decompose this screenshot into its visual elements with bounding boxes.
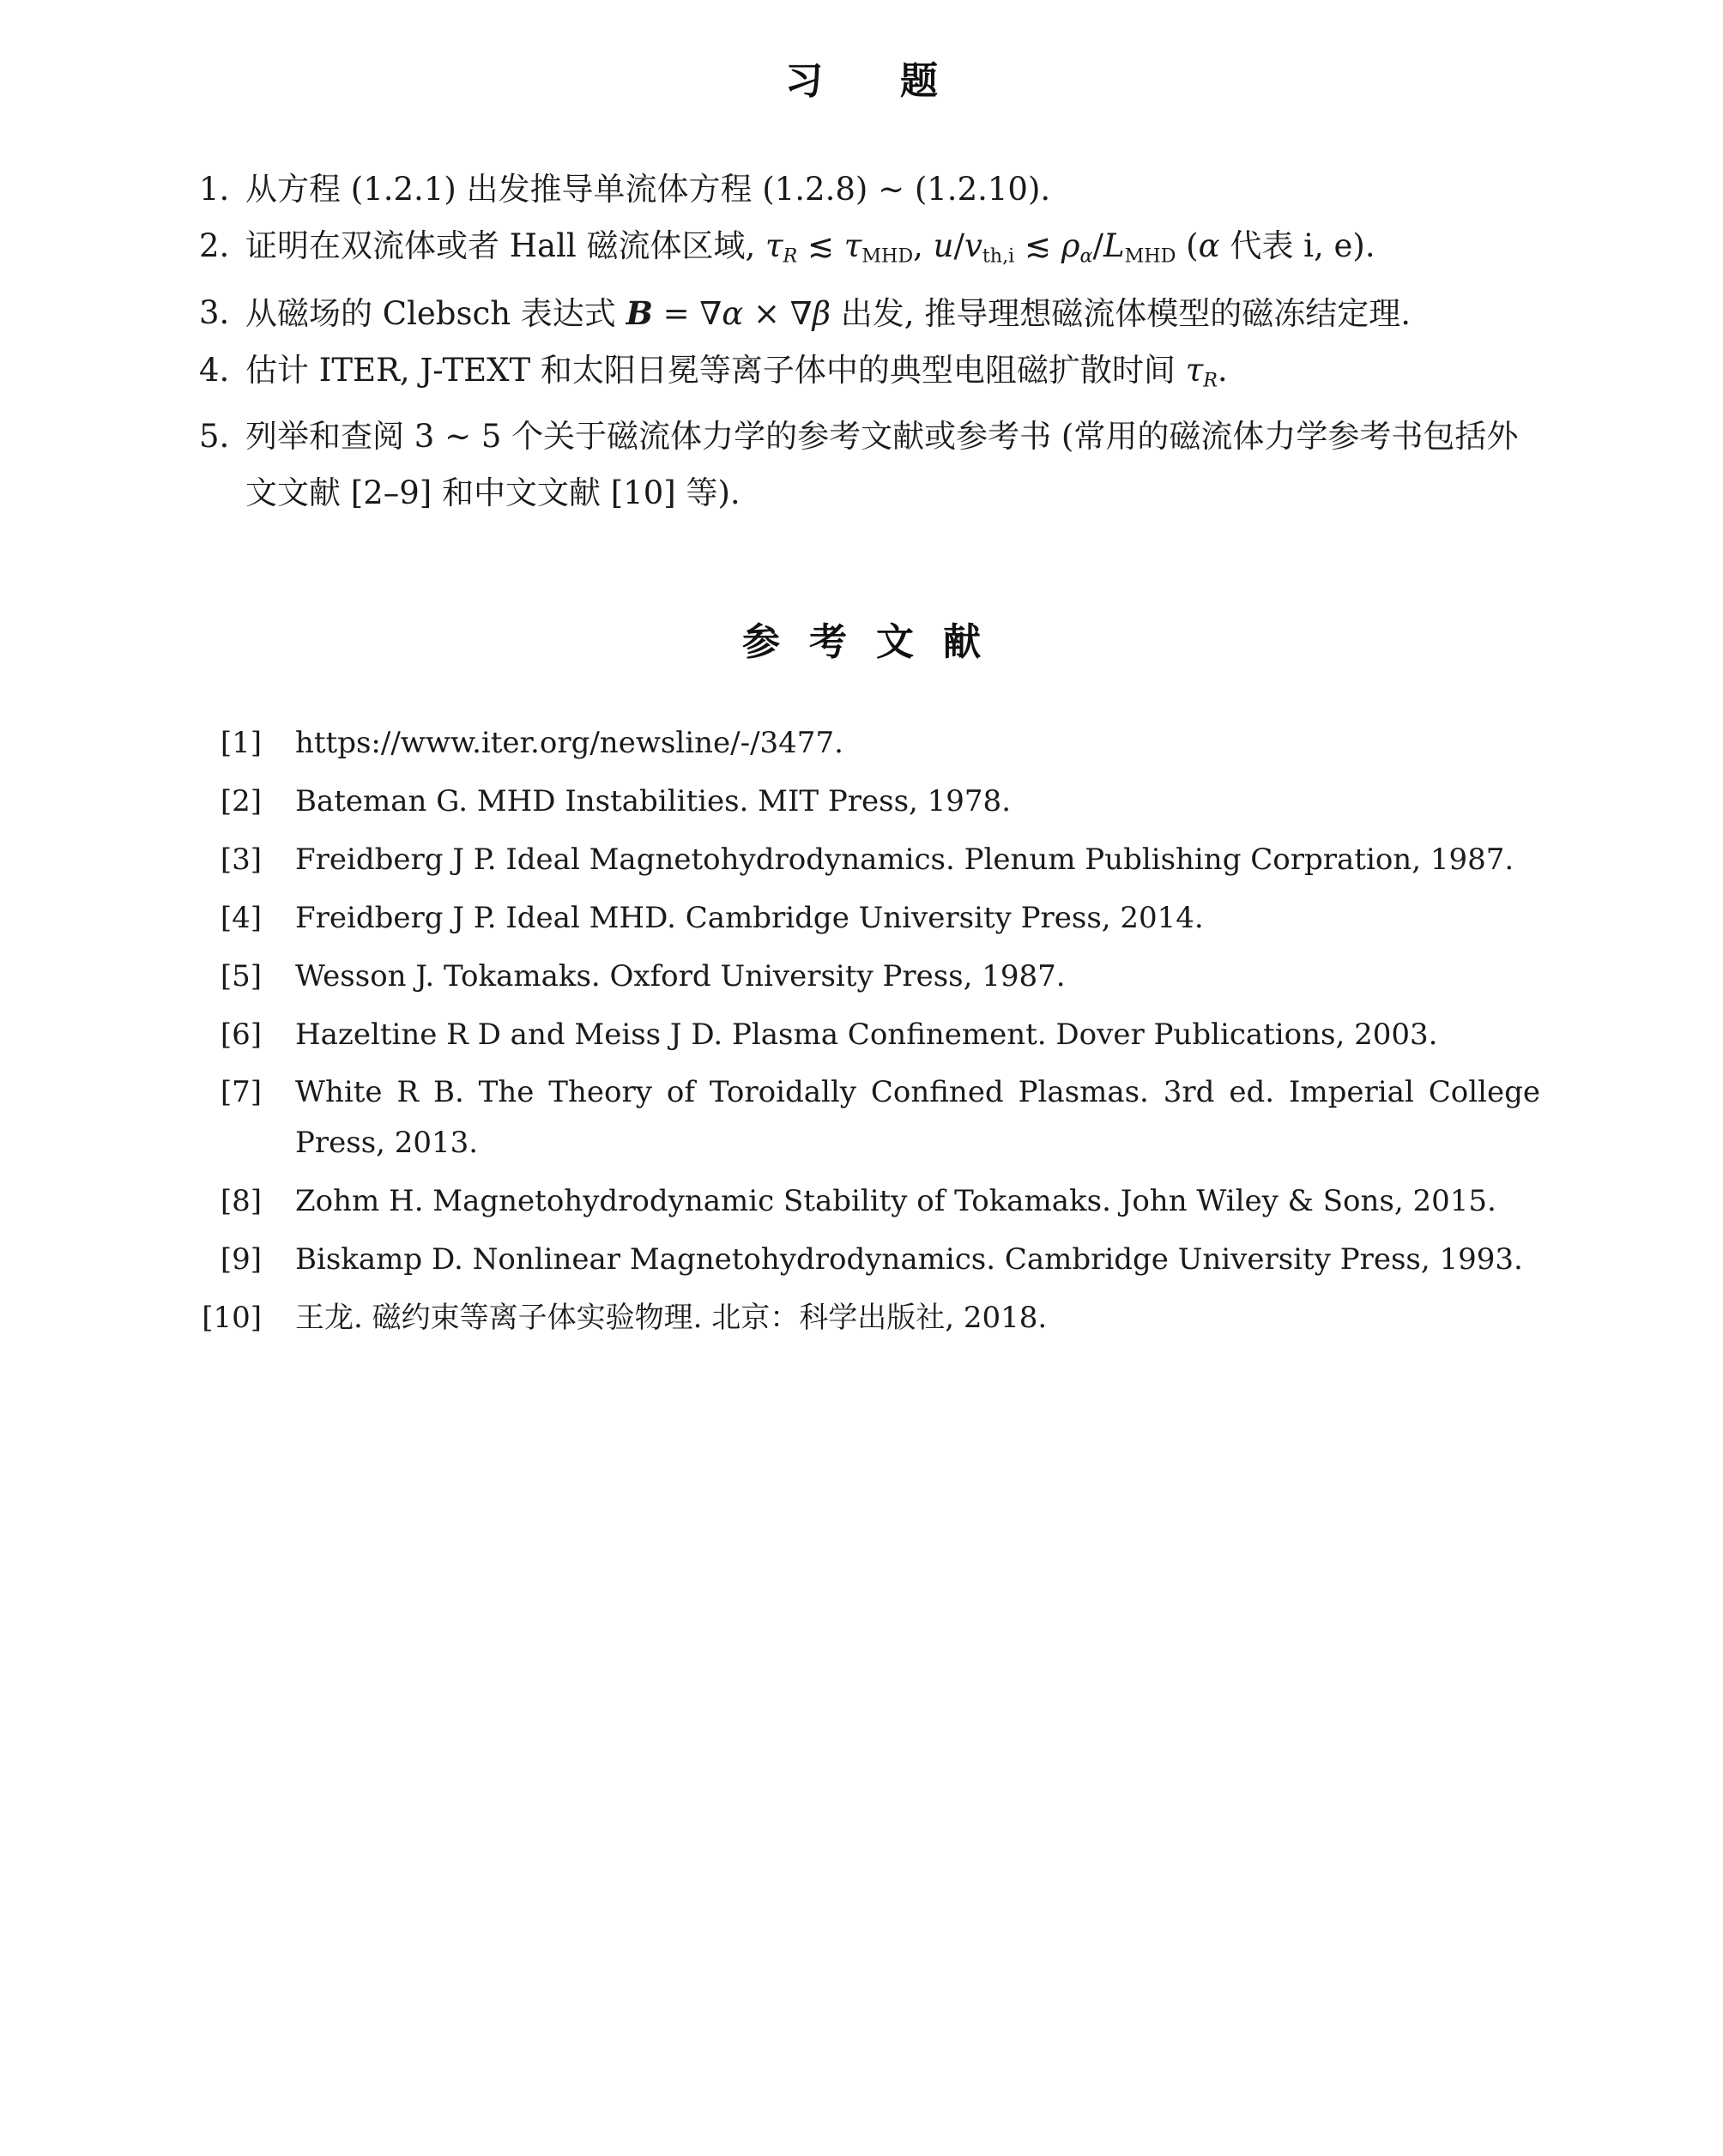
reference-text: Freidberg J P. Ideal MHD. Cambridge University Press, 2014. [295, 901, 1204, 935]
exercise-item [199, 218, 1538, 285]
exercise-item [199, 285, 1538, 342]
exercise-item [199, 408, 1538, 522]
exercise-text: 从磁场的 Clebsch 表达式 B = ∇α × ∇β 出发, 推导理想磁流体模型的磁冻结定理. [245, 293, 1411, 332]
reference-number: [6] [220, 1018, 262, 1052]
exercise-number: 2. [199, 227, 230, 264]
reference-number: [8] [220, 1184, 262, 1218]
reference-text: 王龙. 磁约束等离子体实验物理. 北京：科学出版社, 2018. [295, 1301, 1048, 1335]
exercise-number: 5. [199, 418, 230, 456]
reference-number: [4] [220, 901, 262, 935]
reference-text: Biskamp D. Nonlinear Magnetohydrodynamics. Cambridge University Press, 1993. [295, 1242, 1523, 1277]
reference-item [197, 892, 1540, 944]
reference-item [197, 1175, 1540, 1227]
exercise-number: 4. [199, 351, 230, 389]
reference-item [197, 1009, 1540, 1060]
reference-number: [2] [220, 784, 262, 818]
reference-text: Zohm H. Magnetohydrodynamic Stability of Tokamaks. John Wiley & Sons, 2015. [295, 1184, 1496, 1218]
reference-item [197, 1292, 1540, 1344]
reference-item [197, 834, 1540, 885]
exercises-list [199, 161, 1538, 522]
exercise-number: 1. [199, 171, 230, 208]
reference-text: Wesson J. Tokamaks. Oxford University Press, 1987. [295, 959, 1066, 993]
reference-text: Hazeltine R D and Meiss J D. Plasma Confinement. Dover Publications, 2003. [295, 1018, 1438, 1052]
reference-number: [3] [220, 842, 262, 877]
reference-text: Bateman G. MHD Instabilities. MIT Press, 1978. [295, 784, 1011, 818]
reference-item [197, 717, 1540, 769]
reference-item [197, 1234, 1540, 1285]
reference-item [197, 951, 1540, 1002]
reference-text: Freidberg J P. Ideal Magnetohydrodynamics. Plenum Publishing Corpration, 1987. [295, 842, 1514, 877]
exercise-item [199, 342, 1538, 409]
exercise-item [199, 161, 1538, 218]
exercise-number: 3. [199, 293, 230, 331]
reference-number: [10] [202, 1301, 262, 1335]
exercise-text: 列举和查阅 3 ∼ 5 个关于磁流体力学的参考文献或参考书 (常用的磁流体力学参考书包括外文文献 [2–9] 和中文文献 [10] 等). [245, 418, 1519, 512]
reference-number: [5] [220, 959, 262, 993]
exercises-heading: 习题 [785, 59, 1015, 103]
reference-item [197, 1067, 1540, 1169]
reference-number: [7] [220, 1075, 262, 1109]
reference-number: [9] [220, 1242, 262, 1277]
reference-item [197, 776, 1540, 827]
reference-number: [1] [220, 726, 262, 760]
references-heading: 参考文献 [742, 620, 1010, 664]
exercise-text: 证明在双流体或者 Hall 磁流体区域, $\tau_R$ ≲ $\tau_{MHD}$, $u/v_{th,i}$ ≲ $\rho_\alpha/L_{MHD}$ (α 代表 i, e). [245, 227, 1375, 268]
references-list [197, 717, 1540, 1350]
exercise-text: 估计 ITER, J-TEXT 和太阳日冕等离子体中的典型电阻磁扩散时间 $\tau_R$. [245, 351, 1228, 392]
exercise-text: 从方程 (1.2.1) 出发推导单流体方程 (1.2.8) ∼ (1.2.10). [245, 171, 1051, 208]
reference-link[interactable]: https://www.iter.org/newsline/-/3477. [295, 726, 843, 760]
reference-text: White R B. The Theory of Toroidally Confined Plasmas. 3rd ed. Imperial College Press, 2013. [295, 1075, 1540, 1160]
